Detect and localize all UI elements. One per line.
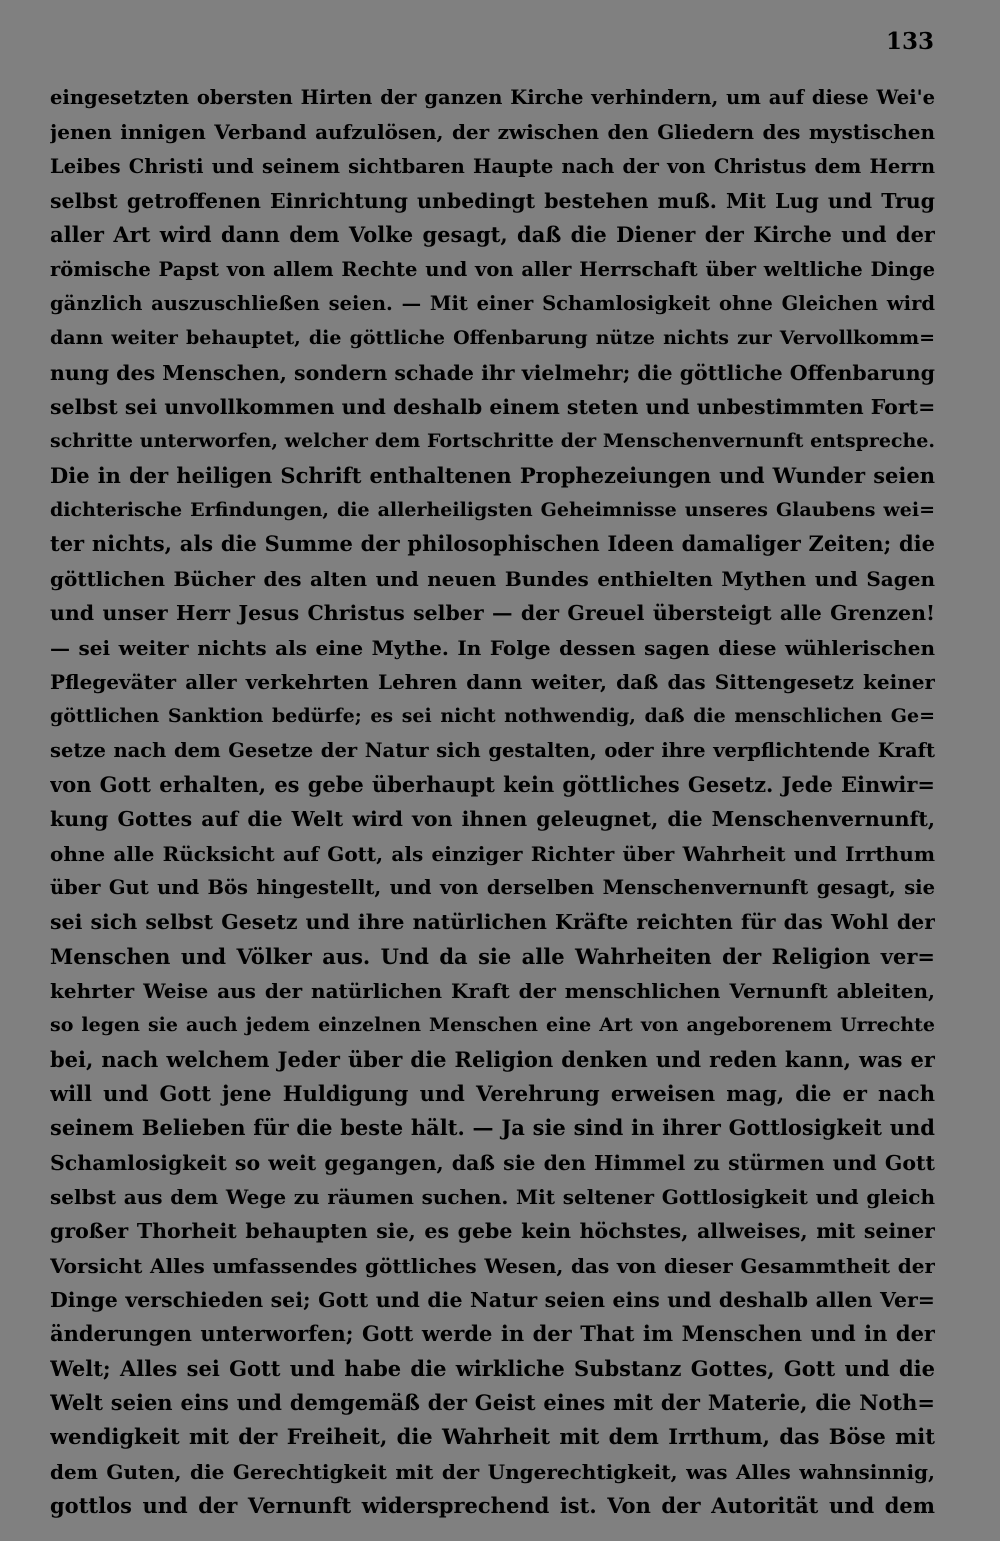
text-line: und unser Herr Jesus Christus selber — der Greuel übersteigt alle Grenzen!	[50, 601, 935, 626]
text-line: von Gott erhalten, es gebe überhaupt kein göttliches Gesetz. Jede Einwir=	[50, 771, 935, 797]
text-line: selbst getroffenen Einrichtung unbedingt bestehen muß. Mit Lug und Trug	[50, 189, 935, 214]
text-line: Die in der heiligen Schrift enthaltenen Prophezeiungen und Wunder seien	[50, 462, 935, 488]
text-line: wendigkeit mit der Freiheit, die Wahrheit mit dem Irrthum, das Böse mit	[50, 1424, 935, 1450]
text-line: gottlos und der Vernunft widersprechend ist. Von der Autorität und dem	[50, 1493, 935, 1519]
text-line: eingesetzten obersten Hirten der ganzen Kirche verhindern, um auf diese Wei'e	[50, 86, 935, 109]
text-line: kehrter Weise aus der natürlichen Kraft der menschlichen Vernunft ableiten,	[50, 978, 935, 1003]
text-line: großer Thorheit behaupten sie, es gebe kein höchstes, allweises, mit seiner	[50, 1219, 935, 1244]
text-line: göttlichen Bücher des alten und neuen Bundes enthielten Mythen und Sagen	[50, 566, 935, 591]
text-line: will und Gott jene Huldigung und Verehrung erweisen mag, die er nach	[50, 1080, 935, 1106]
text-line: setze nach dem Gesetze der Natur sich gestalten, oder ihre verpflichtende Kraft	[50, 738, 935, 762]
page-number: 133	[885, 28, 934, 55]
text-line: Vorsicht Alles umfassendes göttliches Wesen, das von dieser Gesammtheit der	[50, 1253, 935, 1278]
text-line: dem Guten, die Gerechtigkeit mit der Ungerechtigkeit, was Alles wahnsinnig,	[50, 1459, 935, 1484]
text-line: seinem Belieben für die beste hält. — Ja sie sind in ihrer Gottlosigkeit und	[50, 1115, 935, 1141]
text-line: — sei weiter nichts als eine Mythe. In Folge dessen sagen diese wühlerischen	[50, 635, 935, 660]
text-line: über Gut und Bös hingestellt, und von derselben Menschenvernunft gesagt, sie	[50, 875, 935, 899]
text-line: ter nichts, als die Summe der philosophischen Ideen damaliger Zeiten; die	[50, 531, 935, 557]
text-line: Dinge verschieden sei; Gott und die Natur seien eins und deshalb allen Ver=	[50, 1288, 935, 1313]
text-line: nung des Menschen, sondern schade ihr vielmehr; die göttliche Offenbarung	[50, 360, 935, 385]
text-line: jenen innigen Verband aufzulösen, der zwischen den Gliedern des mystischen	[50, 120, 935, 145]
text-line: gänzlich auszuschließen seien. — Mit einer Schamlosigkeit ohne Gleichen wird	[50, 292, 935, 316]
text-line: göttlichen Sanktion bedürfe; es sei nicht nothwendig, daß die menschlichen Ge=	[50, 705, 935, 728]
text-line: ohne alle Rücksicht auf Gott, als einziger Richter über Wahrheit und Irrthum	[50, 841, 935, 866]
text-line: so legen sie auch jedem einzelnen Menschen eine Art von angeborenem Urrechte	[50, 1014, 935, 1037]
text-line: bei, nach welchem Jeder über die Religion denken und reden kann, was er	[50, 1046, 935, 1072]
text-line: Welt seien eins und demgemäß der Geist eines mit der Materie, die Noth=	[50, 1390, 935, 1416]
text-line: selbst aus dem Wege zu räumen suchen. Mit seltener Gottlosigkeit und gleich	[50, 1185, 935, 1209]
text-line: kung Gottes auf die Welt wird von ihnen geleugnet, die Menschenvernunft,	[50, 807, 935, 832]
text-line: sei sich selbst Gesetz und ihre natürlichen Kräfte reichten für das Wohl der	[50, 910, 935, 935]
text-line: römische Papst von allem Rechte und von aller Herrschaft über weltliche Dinge	[50, 257, 935, 281]
text-line: Leibes Christi und seinem sichtbaren Haupte nach der von Christus dem Herrn	[50, 154, 935, 178]
text-line: Schamlosigkeit so weit gegangen, daß sie den Himmel zu stürmen und Gott	[50, 1150, 935, 1175]
body-text	[50, 81, 935, 1523]
text-line: Pflegeväter aller verkehrten Lehren dann weiter, daß das Sittengesetz keiner	[50, 669, 935, 694]
text-line: Welt; Alles sei Gott und habe die wirkliche Substanz Gottes, Gott und die	[50, 1355, 935, 1381]
text-line: dann weiter behauptet, die göttliche Offenbarung nütze nichts zur Vervollkomm=	[50, 327, 935, 350]
text-line: dichterische Erfindungen, die allerheiligsten Geheimnisse unseres Glaubens wei=	[50, 499, 935, 522]
text-line: Menschen und Völker aus. Und da sie alle Wahrheiten der Religion ver=	[50, 943, 935, 969]
text-line: änderungen unterworfen; Gott werde in der That im Menschen und in der	[50, 1321, 935, 1347]
text-line: aller Art wird dann dem Volke gesagt, daß die Diener der Kirche und der	[50, 222, 935, 248]
text-line: schritte unterworfen, welcher dem Fortschritte der Menschenvernunft entspreche.	[50, 430, 935, 453]
text-line: selbst sei unvollkommen und deshalb einem steten und unbestimmten Fort=	[50, 395, 935, 420]
